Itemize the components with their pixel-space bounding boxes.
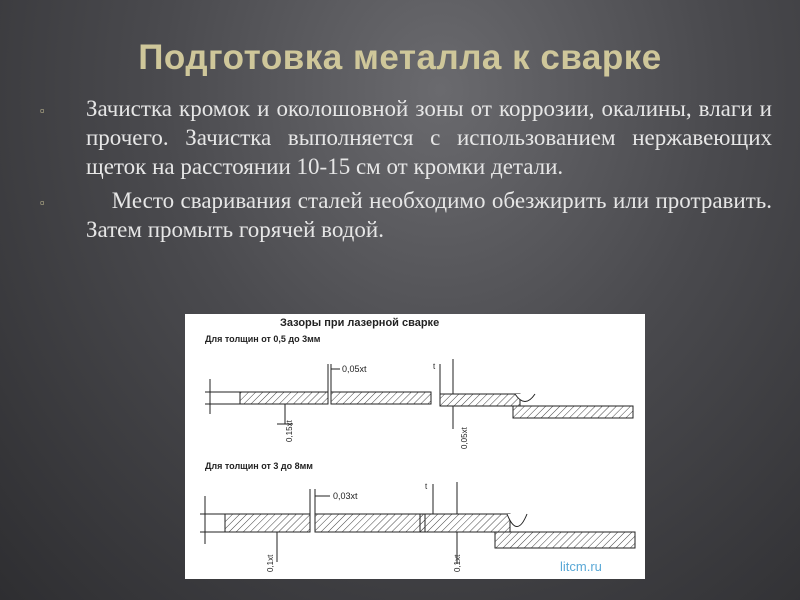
dim-label: 0,05xt bbox=[460, 427, 469, 449]
bullet-text: Место сваривания сталей необходимо обезжирить или протравить. Затем промыть горячей водой. bbox=[86, 188, 772, 242]
bullet-item bbox=[40, 94, 772, 181]
figure-title: Зазоры при лазерной сварке bbox=[280, 317, 440, 329]
watermark: litcm.ru bbox=[560, 559, 602, 574]
butt-joint-gap-diagram-thin bbox=[205, 364, 431, 424]
bullet-text: Зачистка кромок и околошовной зоны от коррозии, окалины, влаги и прочего. Зачистка выполняется с использованием нержавеющих щеток на расстоянии 10-15 см от кромки детали. bbox=[86, 96, 772, 179]
laser-welding-gaps-figure bbox=[185, 314, 645, 579]
dim-label: 0,15xt bbox=[285, 420, 294, 442]
bullet-list bbox=[40, 94, 772, 244]
dim-label: 0,1xt bbox=[266, 554, 275, 572]
t-label: t bbox=[425, 482, 428, 491]
dim-label: 0,03xt bbox=[333, 491, 358, 501]
dim-label: 0,05xt bbox=[342, 364, 367, 374]
t-label: t bbox=[433, 362, 436, 371]
slide-title: Подготовка металла к сварке bbox=[138, 38, 662, 77]
section-label-thin: Для толщин от 0,5 до 3мм bbox=[205, 334, 321, 344]
welded-joint-diagram-thick bbox=[420, 482, 635, 564]
bullet-marker-icon: ▫ bbox=[40, 103, 45, 118]
bullet-item bbox=[40, 186, 772, 244]
butt-joint-gap-diagram-thick bbox=[200, 489, 425, 562]
bullet-marker-icon: ▫ bbox=[40, 195, 45, 210]
dim-label: 0,1xt bbox=[453, 554, 462, 572]
section-label-thick: Для толщин от 3 до 8мм bbox=[205, 461, 313, 471]
welded-joint-diagram-thin bbox=[440, 359, 633, 429]
